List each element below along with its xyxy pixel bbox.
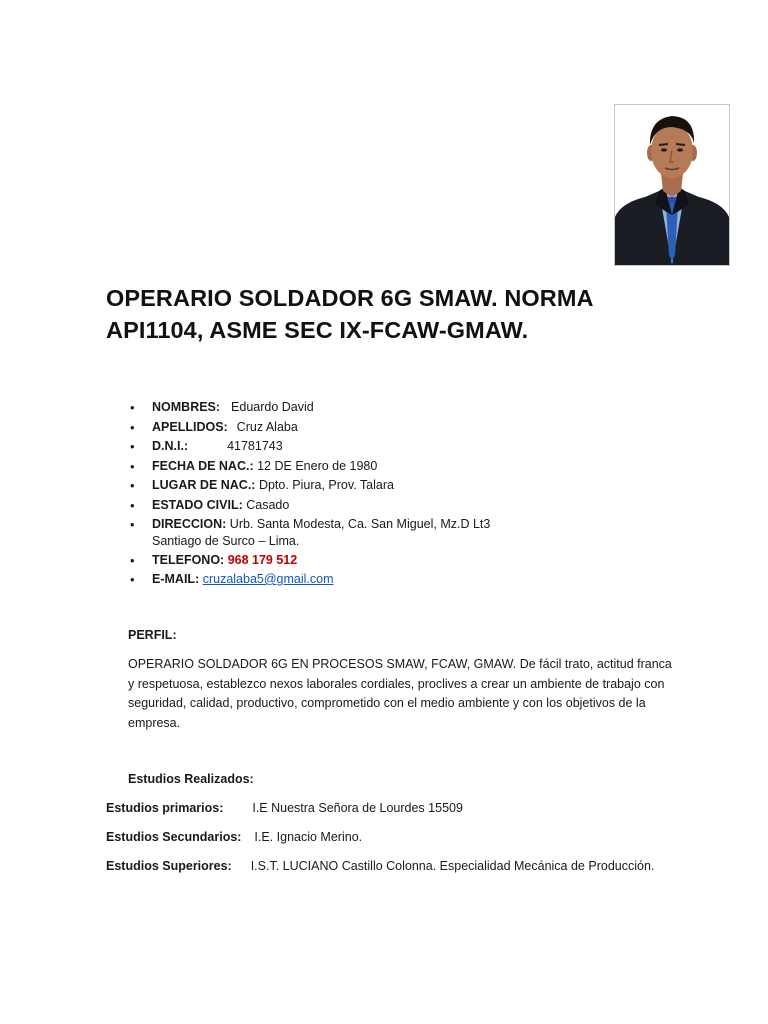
person-portrait-icon — [615, 105, 729, 265]
estudios-superiores-value: I.S.T. LUCIANO Castillo Colonna. Especialidad Mecánica de Producción. — [250, 859, 655, 873]
apellidos-label: APELLIDOS: — [152, 419, 228, 434]
perfil-heading: PERFIL: — [128, 628, 177, 642]
email-link[interactable]: cruzalaba5@gmail.com — [202, 572, 334, 586]
list-item-apellidos — [128, 418, 490, 438]
apellidos-value: Cruz Alaba — [236, 419, 298, 434]
list-item-telefono — [128, 551, 490, 571]
email-label: E-MAIL: — [152, 572, 200, 586]
list-item-email — [128, 570, 490, 590]
list-item-nombres — [128, 398, 490, 418]
estudios-secundarios-value: I.E. Ignacio Merino. — [254, 830, 363, 844]
direccion-value: Urb. Santa Modesta, Ca. San Miguel, Mz.D Lt3 — [229, 517, 491, 531]
personal-info-list — [128, 398, 490, 590]
fecha-nac-value: 12 DE Enero de 1980 — [257, 458, 378, 473]
title-line-2: API1104, ASME SEC IX-FCAW-GMAW. — [106, 317, 529, 343]
nombres-label: NOMBRES: — [152, 400, 221, 414]
perfil-text: OPERARIO SOLDADOR 6G EN PROCESOS SMAW, FCAW, GMAW. De fácil trato, actitud franca y respetuosa, establezco nexos laborales cordiales, proclives a crear un ambiente de trabajo con seguridad, calidad, productivo, comprometido con el medio ambiente y con los objetivos de la empresa. — [128, 657, 672, 730]
estudios-primarios-row — [106, 801, 463, 815]
lugar-nac-value: Dpto. Piura, Prov. Talara — [258, 478, 394, 492]
list-item-direccion — [128, 515, 490, 549]
estado-civil-value: Casado — [246, 497, 290, 512]
list-item-fecha-nac — [128, 457, 490, 477]
estudios-secundarios-label: Estudios Secundarios: — [106, 830, 242, 844]
estudios-secundarios-row — [106, 830, 362, 844]
estudios-superiores-row — [106, 859, 654, 873]
estudios-heading: Estudios Realizados: — [128, 772, 254, 786]
lugar-nac-label: LUGAR DE NAC.: — [152, 478, 256, 492]
dni-label: D.N.I.: — [152, 439, 189, 453]
direccion-value-line-2: Santiago de Surco – Lima. — [152, 533, 300, 548]
list-item-estado-civil — [128, 496, 490, 516]
estudios-primarios-value: I.E Nuestra Señora de Lourdes 15509 — [252, 801, 463, 815]
telefono-value: 968 179 512 — [227, 552, 298, 567]
estudios-primarios-label: Estudios primarios: — [106, 801, 224, 815]
list-item-lugar-nac — [128, 476, 490, 496]
nombres-value: Eduardo David — [231, 400, 314, 414]
estado-civil-label: ESTADO CIVIL: — [152, 497, 243, 512]
fecha-nac-label: FECHA DE NAC.: — [152, 458, 254, 473]
title-line-1: OPERARIO SOLDADOR 6G SMAW. NORMA — [106, 285, 594, 311]
estudios-superiores-label: Estudios Superiores: — [106, 859, 232, 873]
dni-value: 41781743 — [227, 439, 283, 453]
list-item-dni — [128, 437, 490, 457]
direccion-label: DIRECCION: — [152, 517, 227, 531]
profile-photo — [614, 104, 730, 266]
document-title — [106, 282, 666, 346]
telefono-label: TELEFONO: — [152, 552, 225, 567]
